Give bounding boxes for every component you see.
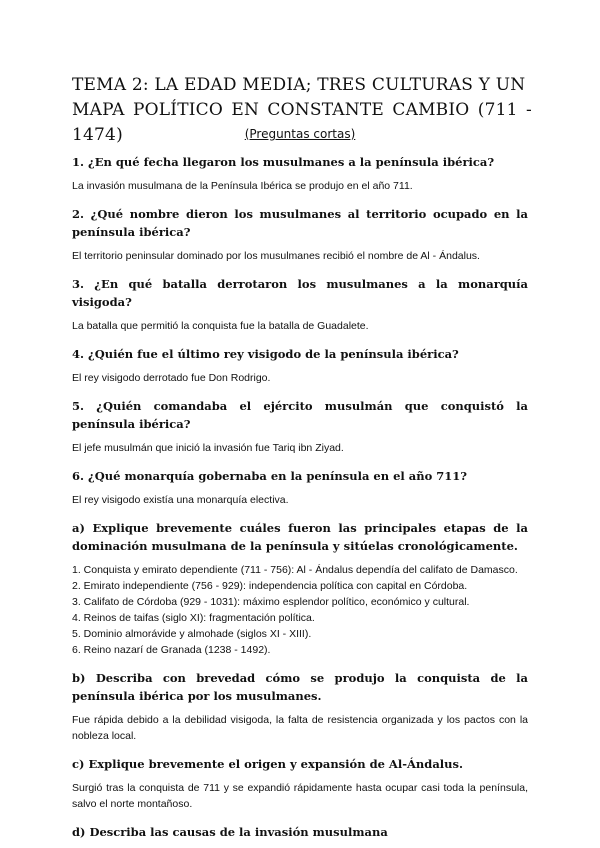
content <box>72 153 528 841</box>
stages-list <box>72 562 528 658</box>
list-item: 2. Emirato independiente (756 - 929): independencia política con capital en Córdoba. <box>72 580 468 592</box>
list-item: 1. Conquista y emirato dependiente (711 - 756): Al - Ándalus dependía del califato de Damasco. <box>72 564 518 576</box>
question-6: 6. ¿Qué monarquía gobernaba en la península en el año 711? <box>72 469 468 483</box>
answer-5: El jefe musulmán que inició la invasión fue Tariq ibn Ziyad. <box>72 442 344 454</box>
question-5: 5. ¿Quién comandaba el ejército musulmán que conquistó la península ibérica? <box>72 399 528 431</box>
question-c: c) Explique brevemente el origen y expansión de Al-Ándalus. <box>72 757 463 771</box>
question-3: 3. ¿En qué batalla derrotaron los musulmanes a la monarquía visigoda? <box>72 277 528 309</box>
answer-b: Fue rápida debido a la debilidad visigoda, la falta de resistencia organizada y los pactos con la nobleza local. <box>72 714 528 742</box>
answer-c: Surgió tras la conquista de 711 y se expandió rápidamente hasta ocupar casi toda la península, salvo el norte montañoso. <box>72 782 528 810</box>
question-1: 1. ¿En qué fecha llegaron los musulmanes a la península ibérica? <box>72 155 495 169</box>
title-line-1: TEMA 2: LA EDAD MEDIA; TRES CULTURAS Y UN <box>72 75 526 95</box>
question-a: a) Explique brevemente cuáles fueron las principales etapas de la dominación musulmana de la península y sitúelas cronológicamente. <box>72 521 528 553</box>
question-d: d) Describa las causas de la invasión musulmana <box>72 825 388 839</box>
question-b: b) Describa con brevedad cómo se produjo la conquista de la península ibérica por los musulmanes. <box>72 671 528 703</box>
question-2: 2. ¿Qué nombre dieron los musulmanes al territorio ocupado en la península ibérica? <box>72 207 528 239</box>
list-item: 5. Dominio almorávide y almohade (siglos XI - XIII). <box>72 628 312 640</box>
list-item: 4. Reinos de taifas (siglo XI): fragmentación política. <box>72 612 315 624</box>
list-item: 6. Reino nazarí de Granada (1238 - 1492). <box>72 644 271 656</box>
subtitle: (Preguntas cortas) <box>244 127 356 141</box>
answer-1: La invasión musulmana de la Península Ibérica se produjo en el año 711. <box>72 180 413 192</box>
answer-2: El territorio peninsular dominado por los musulmanes recibió el nombre de Al - Ándalus. <box>72 250 480 262</box>
answer-3: La batalla que permitió la conquista fue la batalla de Guadalete. <box>72 320 369 332</box>
title-line-2: MAPA POLÍTICO EN CONSTANTE CAMBIO (711 - 1474) <box>72 100 532 145</box>
answer-6: El rey visigodo existía una monarquía electiva. <box>72 494 289 506</box>
list-item: 3. Califato de Córdoba (929 - 1031): máximo esplendor político, económico y cultural. <box>72 596 470 608</box>
question-4: 4. ¿Quién fue el último rey visigodo de la península ibérica? <box>72 347 459 361</box>
answer-4: El rey visigodo derrotado fue Don Rodrigo. <box>72 372 271 384</box>
